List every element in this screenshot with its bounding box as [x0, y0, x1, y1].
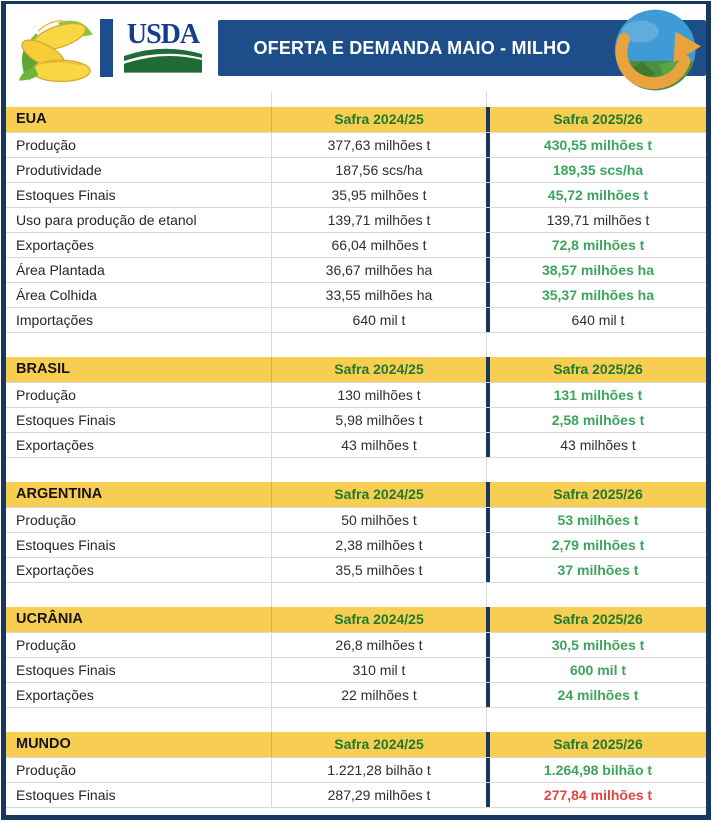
- gap-cell: [6, 583, 271, 607]
- row-label: Estoques Finais: [16, 662, 116, 678]
- value-safra-2025-26: 2,79 milhões t: [486, 533, 706, 557]
- gap-row: [6, 583, 706, 607]
- row-label: Área Plantada: [16, 262, 105, 278]
- row-label: Produção: [16, 137, 76, 153]
- row-label: Exportações: [16, 437, 94, 453]
- gap-cell: [486, 708, 706, 732]
- row-label: Estoques Finais: [16, 412, 116, 428]
- gap-cell: [271, 333, 486, 357]
- value-safra-2024-25: 35,95 milhões t: [271, 183, 486, 207]
- table-row: [6, 508, 706, 533]
- value-safra-2025-26: 189,35 scs/ha: [486, 158, 706, 182]
- column-header-safra-2024-25: Safra 2024/25: [271, 732, 486, 757]
- value-safra-2025-26: 35,37 milhões ha: [486, 283, 706, 307]
- gap-cell: [486, 458, 706, 482]
- section-header: [6, 357, 706, 383]
- section-header: [6, 607, 706, 633]
- table-row: [6, 133, 706, 158]
- column-header-safra-2025-26: Safra 2025/26: [486, 357, 706, 382]
- section-argentina: [6, 482, 706, 583]
- table-row: [6, 683, 706, 708]
- section-name: BRASIL: [16, 361, 70, 377]
- value-safra-2024-25: 310 mil t: [271, 658, 486, 682]
- value-safra-2025-26: 430,55 milhões t: [486, 133, 706, 157]
- row-label: Exportações: [16, 687, 94, 703]
- value-safra-2024-25: 640 mil t: [271, 308, 486, 332]
- value-safra-2025-26: 139,71 milhões t: [486, 208, 706, 232]
- supply-demand-table: [6, 92, 706, 815]
- table-row: [6, 533, 706, 558]
- value-safra-2024-25: 377,63 milhões t: [271, 133, 486, 157]
- globe-arrow-icon: [610, 6, 704, 94]
- table-row: [6, 558, 706, 583]
- column-header-safra-2024-25: Safra 2024/25: [271, 107, 486, 132]
- table-row: [6, 158, 706, 183]
- value-safra-2024-25: 22 milhões t: [271, 683, 486, 707]
- column-header-safra-2024-25: Safra 2024/25: [271, 482, 486, 507]
- value-safra-2024-25: 2,38 milhões t: [271, 533, 486, 557]
- usda-logo: [122, 18, 204, 74]
- value-safra-2024-25: 35,5 milhões t: [271, 558, 486, 582]
- row-label: Estoques Finais: [16, 787, 116, 803]
- column-header-safra-2025-26: Safra 2025/26: [486, 482, 706, 507]
- row-label: Exportações: [16, 237, 94, 253]
- value-safra-2025-26: 43 milhões t: [486, 433, 706, 457]
- value-safra-2024-25: 139,71 milhões t: [271, 208, 486, 232]
- table-row: [6, 783, 706, 808]
- table-row: [6, 433, 706, 458]
- value-safra-2025-26: 24 milhões t: [486, 683, 706, 707]
- table-row: [6, 283, 706, 308]
- gap-row: [6, 708, 706, 732]
- value-safra-2024-25: 26,8 milhões t: [271, 633, 486, 657]
- table-row: [6, 183, 706, 208]
- section-header: [6, 732, 706, 758]
- row-label: Exportações: [16, 562, 94, 578]
- value-safra-2025-26: 1.264,98 bilhão t: [486, 758, 706, 782]
- value-safra-2024-25: 1.221,28 bilhão t: [271, 758, 486, 782]
- gap-cell: [271, 708, 486, 732]
- gap-cell: [486, 583, 706, 607]
- section-mundo: [6, 732, 706, 808]
- gap-cell: [271, 583, 486, 607]
- value-safra-2024-25: 36,67 milhões ha: [271, 258, 486, 282]
- gap-row: [6, 458, 706, 482]
- column-header-safra-2024-25: Safra 2024/25: [271, 357, 486, 382]
- value-safra-2024-25: 43 milhões t: [271, 433, 486, 457]
- table-row: [6, 383, 706, 408]
- row-label: Produtividade: [16, 162, 102, 178]
- corn-icon: [10, 8, 98, 88]
- value-safra-2025-26: 45,72 milhões t: [486, 183, 706, 207]
- column-header-safra-2025-26: Safra 2025/26: [486, 607, 706, 632]
- section-name: ARGENTINA: [16, 486, 103, 502]
- header-divider-bar: [100, 19, 113, 77]
- table-row: [6, 208, 706, 233]
- section-name: EUA: [16, 111, 47, 127]
- row-label: Produção: [16, 387, 76, 403]
- spreadsheet-frame: [1, 1, 711, 820]
- section-brasil: [6, 357, 706, 458]
- usda-field-swoosh-icon: [124, 47, 202, 73]
- section-name: UCRÂNIA: [16, 611, 83, 627]
- value-safra-2024-25: 50 milhões t: [271, 508, 486, 532]
- usda-logo-text: USDA: [126, 18, 200, 50]
- page-title: OFERTA E DEMANDA MAIO - MILHO: [253, 37, 571, 58]
- value-safra-2024-25: 66,04 milhões t: [271, 233, 486, 257]
- gap-cell: [486, 333, 706, 357]
- table-row: [6, 258, 706, 283]
- gap-cell: [6, 708, 271, 732]
- gap-cell: [6, 92, 271, 107]
- column-header-safra-2025-26: Safra 2025/26: [486, 107, 706, 132]
- table-row: [6, 233, 706, 258]
- gap-cell: [6, 458, 271, 482]
- value-safra-2024-25: 33,55 milhões ha: [271, 283, 486, 307]
- gap-cell: [271, 92, 486, 107]
- gap-cell: [271, 458, 486, 482]
- row-label: Produção: [16, 637, 76, 653]
- column-header-safra-2024-25: Safra 2024/25: [271, 607, 486, 632]
- report-header: [6, 4, 706, 92]
- table-row: [6, 308, 706, 333]
- value-safra-2025-26: 2,58 milhões t: [486, 408, 706, 432]
- gap-cell: [6, 333, 271, 357]
- section-header: [6, 107, 706, 133]
- value-safra-2024-25: 287,29 milhões t: [271, 783, 486, 807]
- value-safra-2025-26: 30,5 milhões t: [486, 633, 706, 657]
- gap-row: [6, 333, 706, 357]
- value-safra-2025-26: 72,8 milhões t: [486, 233, 706, 257]
- value-safra-2025-26: 131 milhões t: [486, 383, 706, 407]
- row-label: Área Colhida: [16, 287, 97, 303]
- value-safra-2024-25: 187,56 scs/ha: [271, 158, 486, 182]
- column-header-safra-2025-26: Safra 2025/26: [486, 732, 706, 757]
- value-safra-2025-26: 640 mil t: [486, 308, 706, 332]
- row-label: Produção: [16, 512, 76, 528]
- value-safra-2025-26: 600 mil t: [486, 658, 706, 682]
- table-row: [6, 658, 706, 683]
- row-label: Produção: [16, 762, 76, 778]
- value-safra-2025-26: 38,57 milhões ha: [486, 258, 706, 282]
- section-name: MUNDO: [16, 736, 71, 752]
- section-ucrania: [6, 607, 706, 708]
- row-label: Importações: [16, 312, 94, 328]
- gap-cell: [486, 92, 706, 107]
- row-label: Estoques Finais: [16, 537, 116, 553]
- value-safra-2025-26: 277,84 milhões t: [486, 783, 706, 807]
- section-eua: [6, 107, 706, 333]
- section-header: [6, 482, 706, 508]
- row-label: Estoques Finais: [16, 187, 116, 203]
- table-row: [6, 758, 706, 783]
- table-row: [6, 633, 706, 658]
- row-label: Uso para produção de etanol: [16, 212, 197, 228]
- value-safra-2025-26: 37 milhões t: [486, 558, 706, 582]
- gap-row: [6, 92, 706, 107]
- value-safra-2025-26: 53 milhões t: [486, 508, 706, 532]
- value-safra-2024-25: 5,98 milhões t: [271, 408, 486, 432]
- table-row: [6, 408, 706, 433]
- value-safra-2024-25: 130 milhões t: [271, 383, 486, 407]
